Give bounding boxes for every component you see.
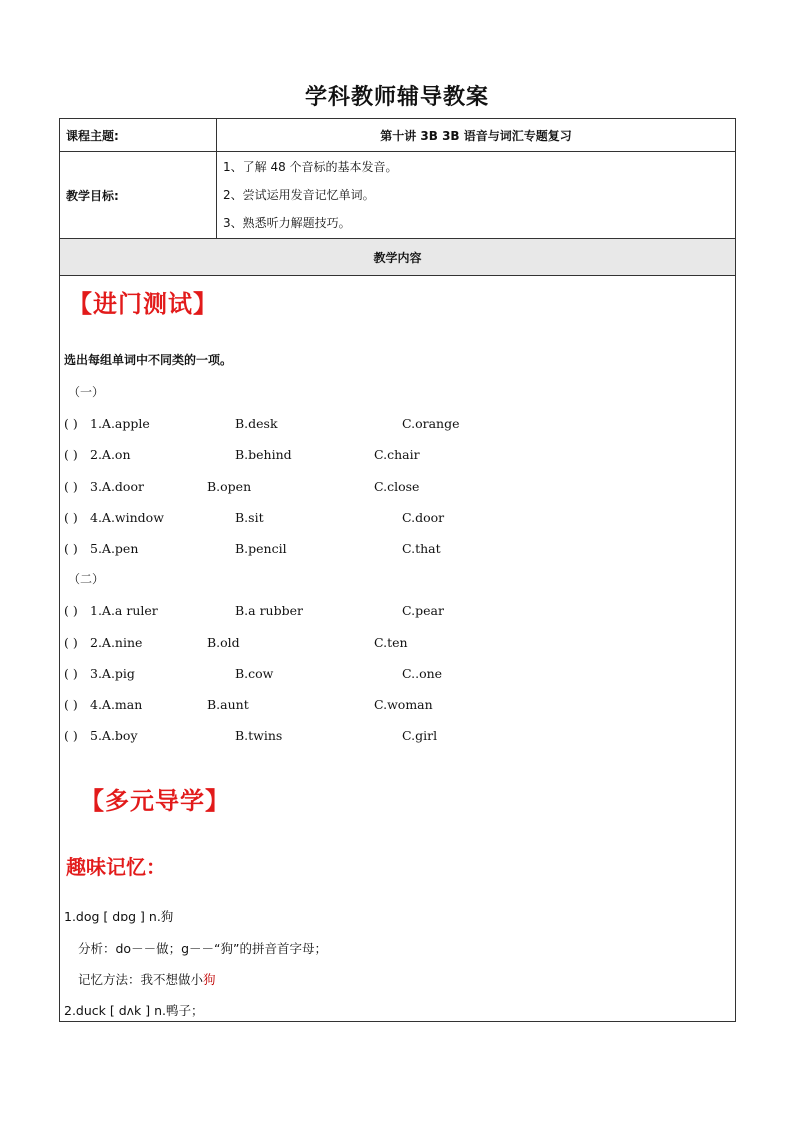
option-a: 1.A.a ruler	[90, 603, 158, 618]
answer-blank[interactable]: ( )	[64, 541, 78, 556]
topic-label: 课程主题:	[60, 119, 217, 152]
option-b: B.behind	[235, 447, 292, 462]
guided-learning-heading: 【多元导学】	[80, 787, 230, 815]
option-a: 4.A.window	[90, 510, 164, 525]
answer-blank[interactable]: ( )	[64, 666, 78, 681]
option-c: C.chair	[374, 447, 420, 462]
instruction-text: 选出每组单词中不同类的一项。	[64, 353, 233, 367]
option-a: 5.A.pen	[90, 541, 139, 556]
content-header: 教学内容	[60, 239, 736, 276]
vocab-analysis: 分析：do－－做；g－－“狗”的拼音首字母；	[78, 941, 327, 956]
option-c: C.that	[402, 541, 441, 556]
option-a: 3.A.door	[90, 479, 144, 494]
option-c: C.close	[374, 479, 420, 494]
content-body-row	[60, 276, 736, 1022]
answer-blank[interactable]: ( )	[64, 697, 78, 712]
option-b: B.old	[207, 635, 240, 650]
option-b: B.sit	[235, 510, 264, 525]
topic-row	[60, 119, 736, 152]
question-item	[64, 728, 724, 744]
option-c: C..one	[402, 666, 443, 681]
group-two-label: （二）	[68, 572, 105, 586]
answer-blank[interactable]: ( )	[64, 728, 78, 743]
option-b: B.desk	[235, 416, 278, 431]
option-a: 4.A.man	[90, 697, 143, 712]
option-a: 1.A.apple	[90, 416, 150, 431]
question-item	[64, 603, 724, 619]
option-c: C.orange	[402, 416, 460, 431]
lesson-plan-table	[59, 118, 736, 1022]
fun-memory-heading: 趣味记忆：	[66, 855, 166, 879]
goal-item: 1、了解 48 个音标的基本发音。	[223, 160, 398, 174]
answer-blank[interactable]: ( )	[64, 479, 78, 494]
option-b: B.pencil	[235, 541, 287, 556]
option-a: 2.A.on	[90, 447, 131, 462]
option-a: 2.A.nine	[90, 635, 143, 650]
question-item	[64, 510, 724, 526]
question-item	[64, 697, 724, 713]
option-c: C.woman	[374, 697, 433, 712]
vocab-memory-method	[78, 970, 216, 988]
question-item	[64, 416, 724, 432]
answer-blank[interactable]: ( )	[64, 447, 78, 462]
goals-label: 教学目标:	[60, 152, 217, 239]
option-c: C.door	[402, 510, 445, 525]
answer-blank[interactable]: ( )	[64, 510, 78, 525]
option-a: 3.A.pig	[90, 666, 135, 681]
option-b: B.aunt	[207, 697, 249, 712]
entry-test-heading: 【进门测试】	[68, 290, 218, 318]
answer-blank[interactable]: ( )	[64, 603, 78, 618]
goal-item: 2、尝试运用发音记忆单词。	[223, 188, 375, 202]
content-body	[60, 276, 736, 1022]
option-b: B.cow	[235, 666, 274, 681]
option-b: B.twins	[235, 728, 283, 743]
goals-list	[217, 152, 736, 239]
memory-method-text: 记忆方法：我不想做小	[78, 972, 204, 987]
vocab-word: 2.duck [ dʌk ] n.鸭子；	[64, 1003, 204, 1018]
option-b: B.open	[207, 479, 252, 494]
option-b: B.a rubber	[235, 603, 303, 618]
option-c: C.ten	[374, 635, 408, 650]
document-title: 学科教师辅导教案	[304, 85, 489, 110]
question-item	[64, 666, 724, 682]
question-item	[64, 447, 724, 463]
option-a: 5.A.boy	[90, 728, 138, 743]
goals-row	[60, 152, 736, 239]
option-c: C.pear	[402, 603, 444, 618]
answer-blank[interactable]: ( )	[64, 635, 78, 650]
memory-method-highlight: 狗	[203, 972, 216, 987]
topic-value: 第十讲 3B 3B 语音与词汇专题复习	[217, 119, 736, 152]
question-item	[64, 541, 724, 557]
question-item	[64, 479, 724, 495]
group-one-label: （一）	[68, 385, 105, 399]
vocab-word: 1.dog [ dɒg ] n.狗	[64, 909, 174, 924]
goal-item: 3、熟悉听力解题技巧。	[223, 216, 351, 230]
question-item	[64, 635, 724, 651]
answer-blank[interactable]: ( )	[64, 416, 78, 431]
content-header-row	[60, 239, 736, 276]
option-c: C.girl	[402, 728, 438, 743]
